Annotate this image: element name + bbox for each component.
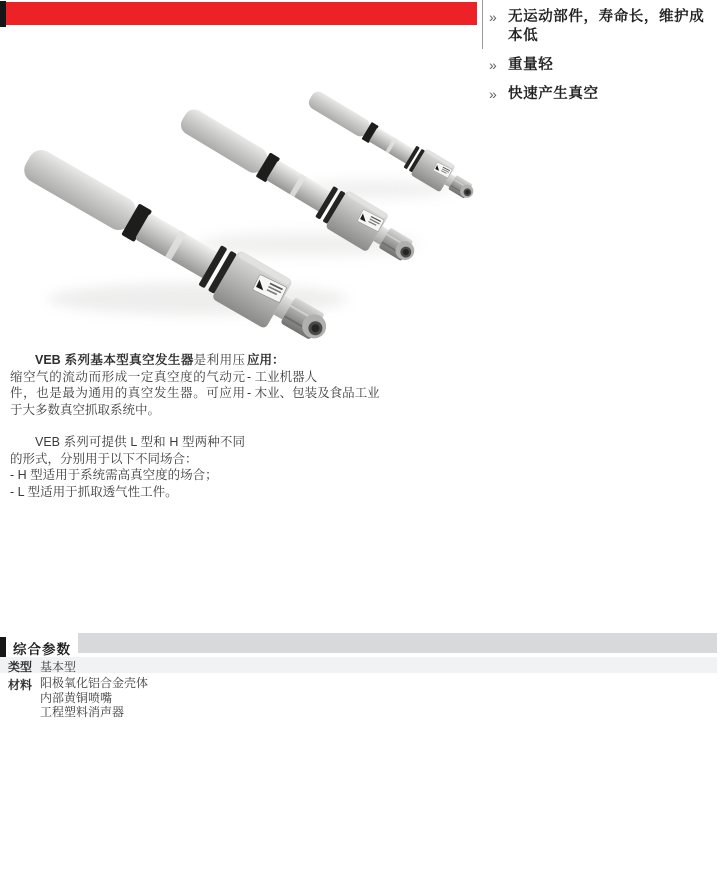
- param-value-type: 基本型: [40, 660, 77, 674]
- intro-paragraph-1: [10, 352, 245, 418]
- applications-title: 应用：: [247, 353, 285, 367]
- feature-list: [489, 8, 713, 114]
- bullet-chevron-icon: »: [489, 86, 498, 102]
- product-photo-vacuum-generators: [8, 64, 480, 348]
- bullet-chevron-icon: »: [489, 9, 498, 25]
- material-line: 工程塑料消声器: [40, 705, 125, 719]
- feature-text: 快速产生真空: [508, 86, 599, 102]
- feature-item: [489, 8, 713, 46]
- bullet-chevron-icon: »: [489, 57, 498, 73]
- feature-text: 重量轻: [508, 57, 554, 73]
- application-item: - 工业机器人: [247, 369, 318, 384]
- parameters-section-title: 综合参数: [13, 642, 71, 657]
- feature-item: [489, 56, 713, 75]
- table-row: [0, 657, 717, 673]
- intro-paragraph-2: VEB 系列可提供 L 型和 H 型两种不同的形式，分别用于以下不同场合：: [10, 435, 245, 466]
- intro-list-item-h: - H 型适用于系统需高真空度的场合；: [10, 468, 218, 482]
- param-label-material: 材料: [8, 678, 33, 692]
- intro-text-column: [10, 352, 245, 500]
- parameters-header-band: [78, 633, 717, 653]
- parameters-header-accent-bar: [0, 637, 6, 657]
- material-line: 内部黄铜喷嘴: [40, 690, 113, 705]
- application-item: - 木业、包装及食品工业: [247, 386, 380, 400]
- table-row: [0, 675, 717, 721]
- material-line: 阳极氧化铝合金壳体: [40, 676, 149, 690]
- applications-column: [247, 352, 477, 402]
- header-red-bar: [6, 2, 477, 25]
- feature-text: 无运动部件，寿命长，维护成本低: [508, 9, 705, 44]
- intro-product-name: VEB 系列基本型真空发生器: [35, 353, 194, 367]
- param-values-material: [40, 676, 148, 720]
- feature-item: [489, 85, 713, 104]
- header-vertical-divider: [482, 0, 483, 49]
- intro-paragraph-1-text: 是利用压缩空气的流动而形成一定真空度的气动元件，也是最为通用的真空发生器。可应用于大多数真空抓取系统中。: [10, 353, 245, 417]
- intro-list-item-l: - L 型适用于抓取透气性工件。: [10, 484, 178, 499]
- param-label-type: 类型: [8, 660, 33, 674]
